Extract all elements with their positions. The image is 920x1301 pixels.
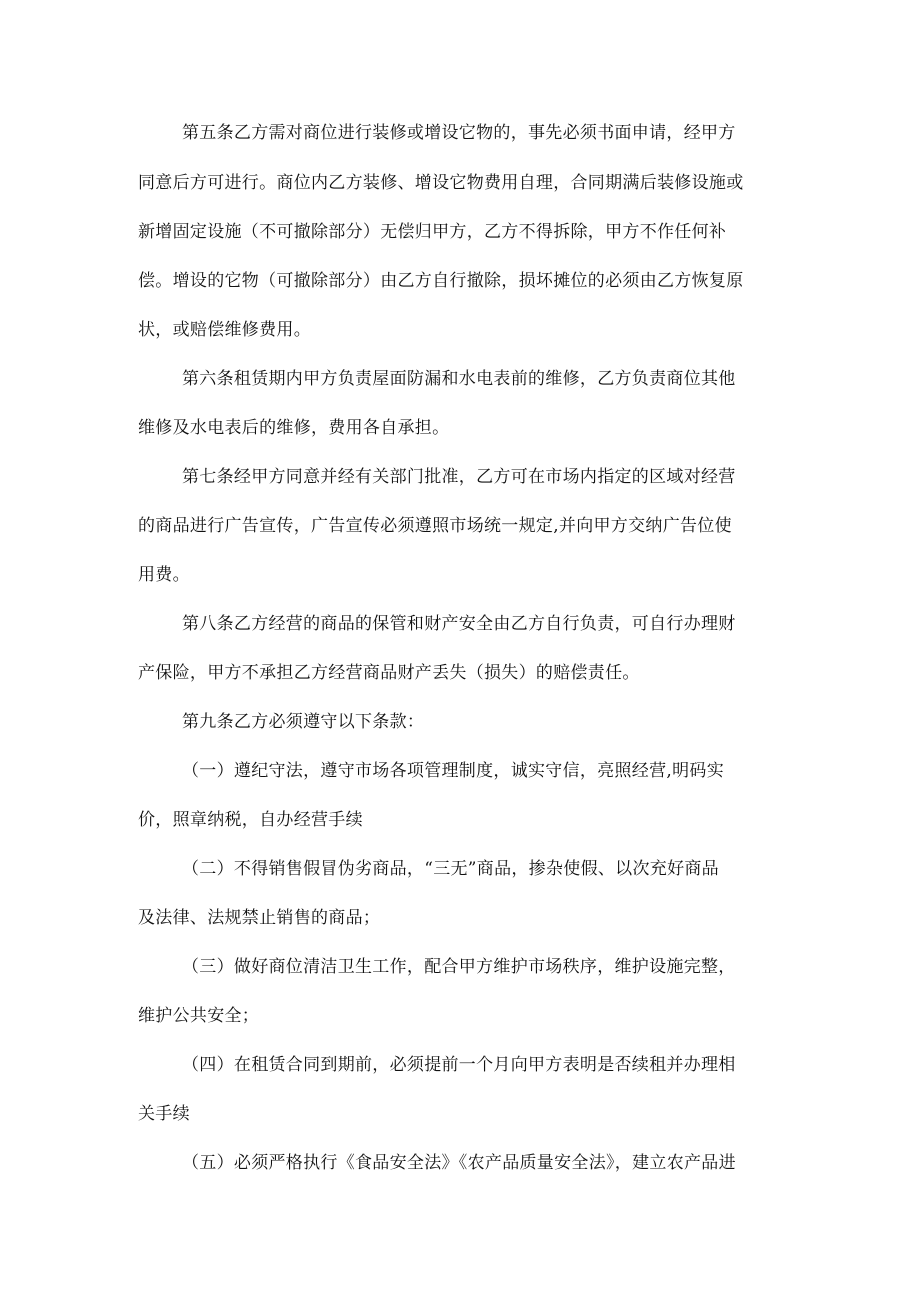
article-6-line-1: 第六条租赁期内甲方负责屋面防漏和水电表前的维修，乙方负责商位其他: [182, 369, 736, 389]
clause-1-line-2: 价，照章纳税，自办经营手续: [138, 810, 363, 830]
article-8-line-1: 第八条乙方经营的商品的保管和财产安全由乙方自行负责，可自行办理财: [182, 614, 736, 634]
article-5-line-5: 状，或赔偿维修费用。: [138, 320, 311, 340]
article-5-line-2: 同意后方可进行。商位内乙方装修、增设它物费用自理，合同期满后装修设施或: [138, 173, 744, 193]
clause-4-line-2: 关手续: [138, 1104, 190, 1124]
clause-4-line-1: （四）在租赁合同到期前，必须提前一个月向甲方表明是否续租并办理相: [182, 1055, 736, 1075]
article-8-line-2: 产保险，甲方不承担乙方经营商品财产丢失（损失）的赔偿责任。: [138, 663, 640, 683]
article-7-line-3: 用费。: [138, 565, 190, 585]
clause-3-line-1: （三）做好商位清洁卫生工作，配合甲方维护市场秩序，维护设施完整，: [182, 957, 736, 977]
clause-2-line-1: （二）不得销售假冒伪劣商品，“三无”商品，掺杂使假、以次充好商品: [182, 859, 719, 879]
article-5-line-3: 新增固定设施（不可撤除部分）无偿归甲方，乙方不得拆除，甲方不作任何补: [138, 222, 727, 242]
article-9-heading: 第九条乙方必须遵守以下条款：: [182, 712, 425, 732]
article-5-line-4: 偿。增设的它物（可撤除部分）由乙方自行撤除，损坏摊位的必须由乙方恢复原: [138, 271, 744, 291]
clause-5-line-1: （五）必须严格执行《食品安全法》《农产品质量安全法》，建立农产品进: [182, 1153, 736, 1173]
article-5-line-1: 第五条乙方需对商位进行装修或增设它物的，事先必须书面申请，经甲方: [182, 123, 736, 143]
article-7-line-2: 的商品进行广告宣传，广告宣传必须遵照市场统一规定,并向甲方交纳广告位使: [138, 516, 732, 536]
article-6-line-2: 维修及水电表后的维修，费用各自承担。: [138, 418, 450, 438]
article-7-line-1: 第七条经甲方同意并经有关部门批准，乙方可在市场内指定的区域对经营: [182, 467, 736, 487]
clause-3-line-2: 维护公共安全；: [138, 1006, 260, 1026]
clause-1-line-1: （一）遵纪守法，遵守市场各项管理制度，诚实守信，亮照经营,明码实: [182, 761, 725, 781]
clause-2-line-2: 及法律、法规禁止销售的商品；: [138, 908, 381, 928]
